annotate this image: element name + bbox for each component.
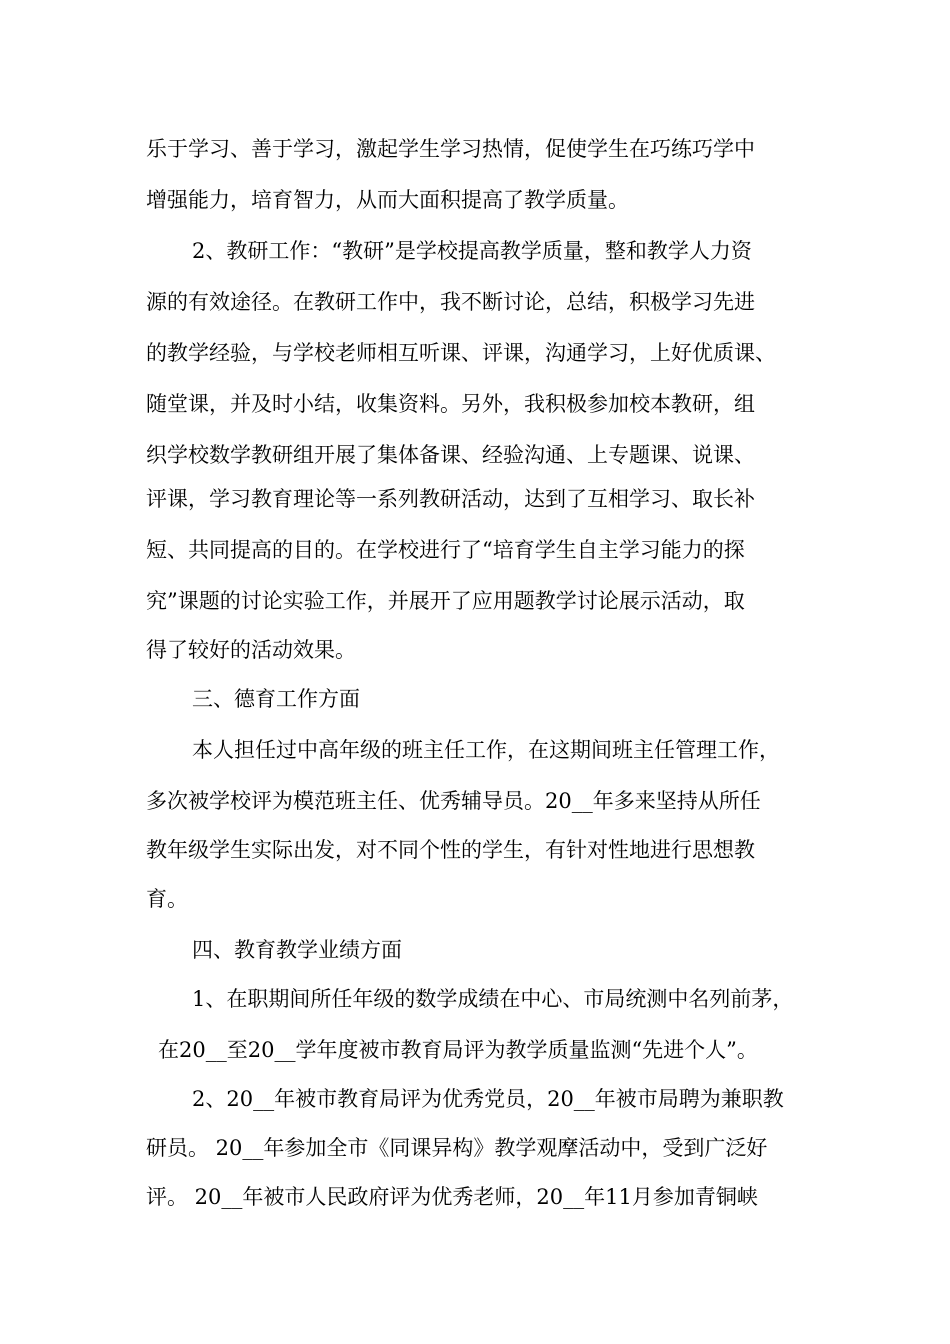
paragraph-line: 究”课题的讨论实验工作，并展开了应用题教学讨论展示活动，取	[146, 589, 745, 613]
paragraph-line: 增强能力，培育智力，从而大面积提高了教学质量。	[146, 188, 629, 212]
section-heading: 四、教育教学业绩方面	[192, 938, 402, 962]
paragraph-line: 的教学经验，与学校老师相互听课、评课，沟通学习，上好优质课、	[146, 341, 776, 365]
paragraph-line: 随堂课，并及时小结，收集资料。另外，我积极参加校本教研，组	[146, 392, 755, 416]
paragraph-line: 教年级学生实际出发，对不同个性的学生，有针对性地进行思想教	[146, 838, 755, 862]
paragraph-line: 源的有效途径。在教研工作中，我不断讨论，总结，积极学习先进	[146, 290, 755, 314]
paragraph-line: 育。	[146, 887, 188, 911]
paragraph-line: 乐于学习、善于学习，激起学生学习热情，促使学生在巧练巧学中	[146, 137, 755, 161]
paragraph-line: 2、教研工作：“教研”是学校提高教学质量，整和教学人力资	[192, 239, 752, 263]
paragraph-line: 本人担任过中高年级的班主任工作，在这期间班主任管理工作，	[192, 738, 780, 762]
paragraph-line: 研员。 20__年参加全市《同课异构》教学观摩活动中，受到广泛好	[146, 1136, 768, 1160]
paragraph-line: 2、20__年被市教育局评为优秀党员，20__年被市局聘为兼职教	[192, 1087, 784, 1111]
section-heading: 三、德育工作方面	[192, 687, 360, 711]
paragraph-line: 评。 20__年被市人民政府评为优秀老师，20__年11月参加青铜峡	[146, 1185, 758, 1209]
paragraph-line: 1、在职期间所任年级的数学成绩在中心、市局统测中名列前茅，	[192, 987, 794, 1011]
paragraph-line: 织学校数学教研组开展了集体备课、经验沟通、上专题课、说课、	[146, 443, 755, 467]
paragraph-line: 多次被学校评为模范班主任、优秀辅导员。20__年多来坚持从所任	[146, 789, 761, 813]
paragraph-line: 短、共同提高的目的。在学校进行了“培育学生自主学习能力的探	[146, 538, 745, 562]
paragraph-line: 评课，学习教育理论等一系列教研活动，达到了互相学习、取长补	[146, 487, 755, 511]
paragraph-line: 在20__至20__学年度被市教育局评为教学质量监测“先进个人”。	[158, 1038, 758, 1062]
paragraph-line: 得了较好的活动效果。	[146, 638, 356, 662]
